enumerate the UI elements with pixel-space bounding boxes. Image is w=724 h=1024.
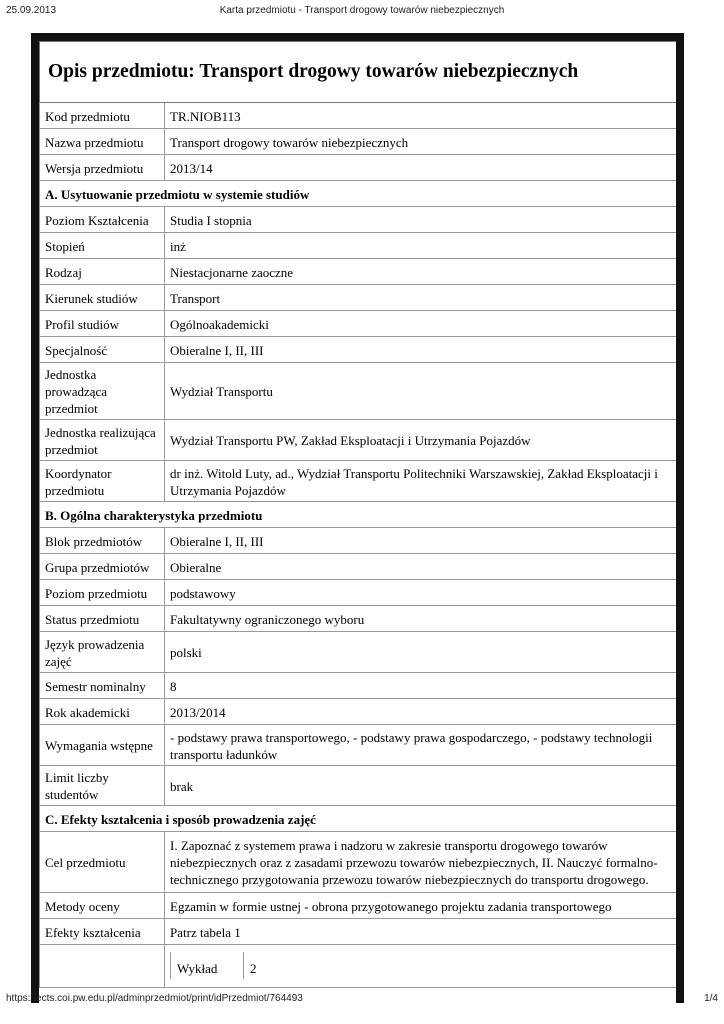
row-label: Grupa przedmiotów <box>40 554 165 580</box>
row-value: Patrz tabela 1 <box>165 919 677 945</box>
row-value: polski <box>165 632 677 673</box>
row-value: brak <box>165 766 677 806</box>
table-row <box>40 945 677 988</box>
row-value: dr inż. Witold Luty, ad., Wydział Transportu Politechniki Warszawskiej, Zakład Eksploatacji i Utrzymania Pojazdów <box>165 461 677 502</box>
table-row <box>40 420 677 461</box>
print-url: https://ects.coi.pw.edu.pl/adminprzedmiot/print/idPrzedmiot/764493 <box>6 993 303 1004</box>
row-label: Rodzaj <box>40 259 165 285</box>
table-row <box>40 363 677 420</box>
row-label: Jednostka realizująca przedmiot <box>40 420 165 461</box>
table-row <box>40 606 677 632</box>
row-label: Profil studiów <box>40 311 165 337</box>
row-label: Koordynator przedmiotu <box>40 461 165 502</box>
table-row <box>40 893 677 919</box>
row-value: inż <box>165 233 677 259</box>
table-row <box>40 699 677 725</box>
row-label: Semestr nominalny <box>40 673 165 699</box>
row-value: Wydział Transportu <box>165 363 677 420</box>
table-row <box>40 673 677 699</box>
print-header <box>0 5 724 19</box>
table-row <box>40 832 677 893</box>
row-value: 8 <box>165 673 677 699</box>
section-heading-a: A. Usytuowanie przedmiotu w systemie studiów <box>40 181 677 207</box>
row-value: TR.NIOB113 <box>165 103 677 129</box>
table-row <box>40 337 677 363</box>
table-row <box>40 259 677 285</box>
table-row <box>40 103 677 129</box>
section-heading-c: C. Efekty kształcenia i sposób prowadzenia zajęć <box>40 806 677 832</box>
row-value: 2013/2014 <box>165 699 677 725</box>
row-value: Egzamin w formie ustnej - obrona przygotowanego projektu zadania transportowego <box>165 893 677 919</box>
table-row <box>40 766 677 806</box>
row-label: Stopień <box>40 233 165 259</box>
row-label: Nazwa przedmiotu <box>40 129 165 155</box>
row-label: Kierunek studiów <box>40 285 165 311</box>
table-row <box>40 632 677 673</box>
document-frame <box>31 33 684 1003</box>
row-label: Wersja przedmiotu <box>40 155 165 181</box>
row-value: - podstawy prawa transportowego, - podstawy prawa gospodarczego, - podstawy technologii transportu ładunków <box>165 725 677 766</box>
hours-value: 2 <box>250 961 257 976</box>
row-value: podstawowy <box>165 580 677 606</box>
row-label: Kod przedmiotu <box>40 103 165 129</box>
row-value: Fakultatywny ograniczonego wyboru <box>165 606 677 632</box>
table-row <box>40 580 677 606</box>
page-number: 1/4 <box>704 993 718 1004</box>
row-value: Obieralne I, II, III <box>165 528 677 554</box>
table-row <box>40 311 677 337</box>
print-footer <box>0 993 724 1007</box>
table-row <box>40 207 677 233</box>
row-label: Poziom Kształcenia <box>40 207 165 233</box>
table-row <box>40 725 677 766</box>
row-label: Poziom przedmiotu <box>40 580 165 606</box>
row-label: Efekty kształcenia <box>40 919 165 945</box>
row-value: Wydział Transportu PW, Zakład Eksploatacji i Utrzymania Pojazdów <box>165 420 677 461</box>
row-label: Status przedmiotu <box>40 606 165 632</box>
row-label: Język prowadzenia zajęć <box>40 632 165 673</box>
hours-table <box>170 952 263 979</box>
table-row <box>40 285 677 311</box>
row-label <box>40 945 165 988</box>
row-value: Niestacjonarne zaoczne <box>165 259 677 285</box>
row-label: Rok akademicki <box>40 699 165 725</box>
page-title: Opis przedmiotu: Transport drogowy towarów niebezpiecznych <box>40 42 677 103</box>
row-value: I. Zapoznać z systemem prawa i nadzoru w zakresie transportu drogowego towarów niebezpiecznych oraz z zasadami przewozu towarów niebezpiecznych, II. Nauczyć formalno-technicznego przygotowania przewozu towarów niebezpiecznych do transportu drogowego. <box>165 832 677 893</box>
row-label: Limit liczby studentów <box>40 766 165 806</box>
course-description-table <box>39 41 676 988</box>
row-label: Cel przedmiotu <box>40 832 165 893</box>
row-value: 2013/14 <box>165 155 677 181</box>
row-value: Studia I stopnia <box>165 207 677 233</box>
table-row <box>40 554 677 580</box>
table-row <box>40 461 677 502</box>
table-row <box>40 528 677 554</box>
row-label: Blok przedmiotów <box>40 528 165 554</box>
hours-label: Wykład <box>171 952 244 979</box>
document-body <box>39 41 676 1003</box>
print-date: 25.09.2013 <box>6 5 57 16</box>
row-value: Ogólnoakademicki <box>165 311 677 337</box>
row-value: Transport <box>165 285 677 311</box>
table-row <box>40 233 677 259</box>
row-label: Metody oceny <box>40 893 165 919</box>
row-label: Specjalność <box>40 337 165 363</box>
row-label: Jednostka prowadząca przedmiot <box>40 363 165 420</box>
row-value: Obieralne I, II, III <box>165 337 677 363</box>
row-value: Transport drogowy towarów niebezpiecznych <box>165 129 677 155</box>
table-row <box>40 155 677 181</box>
table-row <box>40 919 677 945</box>
row-value <box>165 945 677 988</box>
print-page-title: Karta przedmiotu - Transport drogowy towarów niebezpiecznych <box>219 5 505 16</box>
row-value: Obieralne <box>165 554 677 580</box>
section-heading-b: B. Ogólna charakterystyka przedmiotu <box>40 502 677 528</box>
row-label: Wymagania wstępne <box>40 725 165 766</box>
table-row <box>40 129 677 155</box>
